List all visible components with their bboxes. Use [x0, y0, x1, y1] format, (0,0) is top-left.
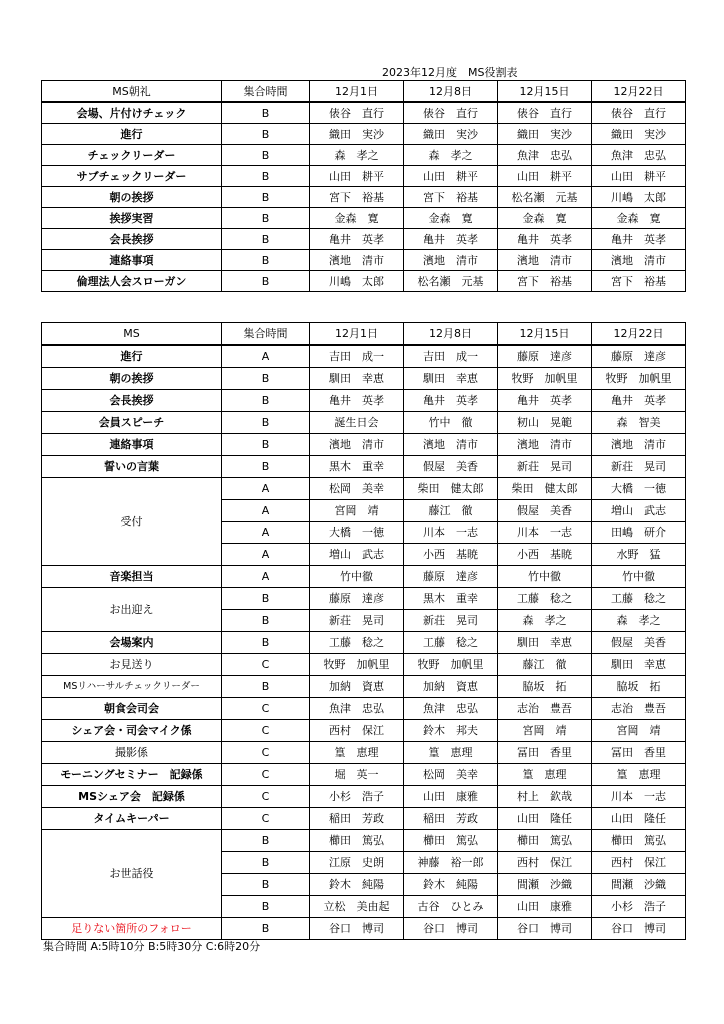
table-row	[42, 187, 686, 208]
assignee-cell: 森 孝之	[498, 610, 592, 632]
role-cell: お世話役	[42, 830, 222, 918]
meeting-time-cell: B	[222, 874, 310, 896]
assignee-cell: 俵谷 直行	[592, 102, 686, 124]
assignee-cell: 村上 欽哉	[498, 786, 592, 808]
table-row	[42, 434, 686, 456]
assignee-cell: 亀井 英孝	[310, 229, 404, 250]
assignee-cell: 濱地 清市	[404, 434, 498, 456]
role-cell: 音楽担当	[42, 566, 222, 588]
role-cell: シェア会・司会マイク係	[42, 720, 222, 742]
assignee-cell: 織田 実沙	[498, 124, 592, 145]
assignee-cell: 川嶋 太郎	[310, 271, 404, 292]
assignee-cell: 假屋 美香	[592, 632, 686, 654]
assignee-cell: 濱地 清市	[498, 250, 592, 271]
table-row	[42, 764, 686, 786]
assignee-cell: 山田 耕平	[592, 166, 686, 187]
table-row	[42, 720, 686, 742]
assignee-cell: 吉田 成一	[310, 345, 404, 368]
assignee-cell: 亀井 英孝	[404, 229, 498, 250]
role-cell: チェックリーダー	[42, 145, 222, 166]
assignee-cell: 山田 隆任	[498, 808, 592, 830]
table-row	[42, 166, 686, 187]
meeting-time-cell: C	[222, 764, 310, 786]
assignee-cell: 藤原 達彦	[310, 588, 404, 610]
assignee-cell: 田嶋 研介	[592, 522, 686, 544]
meeting-time-cell: A	[222, 522, 310, 544]
meeting-time-cell: B	[222, 124, 310, 145]
table-row	[42, 345, 686, 368]
meeting-time-cell: A	[222, 478, 310, 500]
assignee-cell: 藤原 達彦	[404, 566, 498, 588]
assignee-cell: 稲田 芳政	[404, 808, 498, 830]
ms-morning-table	[41, 80, 686, 292]
assignee-cell: 大橋 一徳	[310, 522, 404, 544]
meeting-time-cell: B	[222, 918, 310, 940]
table-row	[42, 208, 686, 229]
assignee-cell: 山田 耕平	[310, 166, 404, 187]
assignee-cell: 櫛田 篤弘	[498, 830, 592, 852]
assignee-cell: 牧野 加帆里	[310, 654, 404, 676]
assignee-cell: 新荘 晃司	[592, 456, 686, 478]
assignee-cell: 川本 一志	[498, 522, 592, 544]
assignee-cell: 松岡 美幸	[404, 764, 498, 786]
role-cell: モーニングセミナー 記録係	[42, 764, 222, 786]
column-header: MS	[42, 323, 222, 346]
assignee-cell: 谷口 博司	[310, 918, 404, 940]
assignee-cell: 脇坂 拓	[592, 676, 686, 698]
role-cell: 進行	[42, 345, 222, 368]
meeting-time-cell: C	[222, 654, 310, 676]
assignee-cell: 竹中徹	[498, 566, 592, 588]
meeting-time-cell: C	[222, 808, 310, 830]
assignee-cell: 古谷 ひとみ	[404, 896, 498, 918]
assignee-cell: 黒木 重幸	[404, 588, 498, 610]
table-row	[42, 808, 686, 830]
assignee-cell: 金森 寛	[592, 208, 686, 229]
assignee-cell: 工藤 稔之	[310, 632, 404, 654]
assignee-cell: 濱地 清市	[404, 250, 498, 271]
meeting-time-cell: B	[222, 676, 310, 698]
meeting-time-cell: A	[222, 566, 310, 588]
assignee-cell: 立松 美由起	[310, 896, 404, 918]
assignee-cell: 假屋 美香	[498, 500, 592, 522]
meeting-time-cell: A	[222, 500, 310, 522]
role-cell: 連絡事項	[42, 250, 222, 271]
assignee-cell: 柴田 健太郎	[498, 478, 592, 500]
meeting-time-cell: B	[222, 250, 310, 271]
table-row	[42, 588, 686, 610]
assignee-cell: 藤江 徹	[498, 654, 592, 676]
assignee-cell: 新荘 晃司	[310, 610, 404, 632]
table-row	[42, 368, 686, 390]
assignee-cell: 谷口 博司	[498, 918, 592, 940]
table-row	[42, 566, 686, 588]
meeting-time-cell: B	[222, 208, 310, 229]
assignee-cell: 濱地 清市	[310, 250, 404, 271]
role-cell: 倫理法人会スローガン	[42, 271, 222, 292]
meeting-time-cell: C	[222, 698, 310, 720]
meeting-time-cell: B	[222, 588, 310, 610]
assignee-cell: 谷口 博司	[404, 918, 498, 940]
role-cell: タイムキーパー	[42, 808, 222, 830]
assignee-cell: 亀井 英孝	[404, 390, 498, 412]
assignee-cell: 小西 基暁	[498, 544, 592, 566]
assignee-cell: 亀井 英孝	[592, 229, 686, 250]
meeting-time-cell: B	[222, 102, 310, 124]
role-cell: 会員スピーチ	[42, 412, 222, 434]
assignee-cell: 山田 耕平	[498, 166, 592, 187]
role-cell: 朝の挨拶	[42, 187, 222, 208]
assignee-cell: 織田 実沙	[404, 124, 498, 145]
assignee-cell: 俵谷 直行	[310, 102, 404, 124]
role-cell: 進行	[42, 124, 222, 145]
assignee-cell: 松名瀬 元基	[404, 271, 498, 292]
assignee-cell: 山田 耕平	[404, 166, 498, 187]
meeting-time-cell: B	[222, 830, 310, 852]
assignee-cell: 森 孝之	[592, 610, 686, 632]
meeting-time-cell: B	[222, 390, 310, 412]
role-cell: 挨拶実習	[42, 208, 222, 229]
assignee-cell: 宮岡 靖	[592, 720, 686, 742]
assignee-cell: 新荘 晃司	[404, 610, 498, 632]
role-cell: 朝の挨拶	[42, 368, 222, 390]
column-header: 12月22日	[592, 81, 686, 103]
assignee-cell: 松岡 美幸	[310, 478, 404, 500]
meeting-time-cell: B	[222, 434, 310, 456]
meeting-time-cell: B	[222, 610, 310, 632]
assignee-cell: 牧野 加帆里	[592, 368, 686, 390]
assignee-cell: 増山 武志	[310, 544, 404, 566]
assignee-cell: 宮下 裕基	[592, 271, 686, 292]
assignee-cell: 櫛田 篤弘	[404, 830, 498, 852]
assignee-cell: 工藤 稔之	[404, 632, 498, 654]
assignee-cell: 川嶋 太郎	[592, 187, 686, 208]
assignee-cell: 牧野 加帆里	[404, 654, 498, 676]
table-row	[42, 250, 686, 271]
column-header: 12月15日	[498, 323, 592, 346]
ms-roles-table	[41, 322, 686, 940]
assignee-cell: 魚津 忠弘	[310, 698, 404, 720]
meeting-time-cell: A	[222, 544, 310, 566]
role-cell: お出迎え	[42, 588, 222, 632]
assignee-cell: 籾山 晃範	[498, 412, 592, 434]
role-cell: 足りない箇所のフォロー	[42, 918, 222, 940]
assignee-cell: 竹中徹	[592, 566, 686, 588]
assignee-cell: 脇坂 拓	[498, 676, 592, 698]
meeting-time-cell: A	[222, 345, 310, 368]
assignee-cell: 亀井 英孝	[310, 390, 404, 412]
meeting-time-cell: B	[222, 896, 310, 918]
assignee-cell: 工藤 稔之	[592, 588, 686, 610]
assignee-cell: 濱地 清市	[310, 434, 404, 456]
assignee-cell: 江原 史朗	[310, 852, 404, 874]
assignee-cell: 宮下 裕基	[404, 187, 498, 208]
meeting-time-cell: B	[222, 166, 310, 187]
role-cell: 受付	[42, 478, 222, 566]
assignee-cell: 濱地 清市	[592, 250, 686, 271]
meeting-time-cell: B	[222, 368, 310, 390]
assignee-cell: 冨田 香里	[498, 742, 592, 764]
assignee-cell: 魚津 忠弘	[498, 145, 592, 166]
assignee-cell: 宮岡 靖	[310, 500, 404, 522]
role-cell: MSシェア会 記録係	[42, 786, 222, 808]
assignee-cell: 森 孝之	[310, 145, 404, 166]
assignee-cell: 宮下 裕基	[498, 271, 592, 292]
assignee-cell: 小杉 浩子	[310, 786, 404, 808]
meeting-time-cell: C	[222, 786, 310, 808]
assignee-cell: 誕生日会	[310, 412, 404, 434]
assignee-cell: 山田 康雅	[404, 786, 498, 808]
assignee-cell: 山田 隆任	[592, 808, 686, 830]
assignee-cell: 篁 恵理	[404, 742, 498, 764]
assignee-cell: 間瀬 沙織	[498, 874, 592, 896]
assignee-cell: 濱地 清市	[498, 434, 592, 456]
header-row	[42, 323, 686, 346]
table-row	[42, 654, 686, 676]
role-cell: 会場案内	[42, 632, 222, 654]
assignee-cell: 魚津 忠弘	[592, 145, 686, 166]
meeting-time-cell: B	[222, 229, 310, 250]
assignee-cell: 水野 猛	[592, 544, 686, 566]
assignee-cell: 馴田 幸恵	[404, 368, 498, 390]
meeting-time-cell: B	[222, 271, 310, 292]
meeting-time-cell: C	[222, 720, 310, 742]
assignee-cell: 櫛田 篤弘	[592, 830, 686, 852]
table-row	[42, 102, 686, 124]
assignee-cell: 西村 保江	[498, 852, 592, 874]
column-header: 12月8日	[404, 323, 498, 346]
table-row	[42, 830, 686, 852]
assignee-cell: 冨田 香里	[592, 742, 686, 764]
assignee-cell: 鈴木 邦夫	[404, 720, 498, 742]
assignee-cell: 宮岡 靖	[498, 720, 592, 742]
page-title: 2023年12月度 MS役割表	[382, 66, 518, 79]
header-row	[42, 81, 686, 103]
assignee-cell: 篁 恵理	[592, 764, 686, 786]
assignee-cell: 金森 寛	[310, 208, 404, 229]
assignee-cell: 神藤 裕一郎	[404, 852, 498, 874]
table-row	[42, 478, 686, 500]
table-row	[42, 390, 686, 412]
column-header: 12月22日	[592, 323, 686, 346]
assignee-cell: 堀 英一	[310, 764, 404, 786]
assignee-cell: 加納 資恵	[404, 676, 498, 698]
table-row	[42, 918, 686, 940]
column-header: 12月1日	[310, 81, 404, 103]
role-cell: 連絡事項	[42, 434, 222, 456]
assignee-cell: 西村 保江	[592, 852, 686, 874]
assignee-cell: 谷口 博司	[592, 918, 686, 940]
column-header: 集合時間	[222, 81, 310, 103]
column-header: 集合時間	[222, 323, 310, 346]
assignee-cell: 森 智美	[592, 412, 686, 434]
assignee-cell: 金森 寛	[404, 208, 498, 229]
assignee-cell: 篁 恵理	[498, 764, 592, 786]
assignee-cell: 森 孝之	[404, 145, 498, 166]
table-row	[42, 786, 686, 808]
assignee-cell: 松名瀬 元基	[498, 187, 592, 208]
table-row	[42, 145, 686, 166]
table-row	[42, 456, 686, 478]
role-cell: 朝食会司会	[42, 698, 222, 720]
assignee-cell: 馴田 幸恵	[498, 632, 592, 654]
assignee-cell: 藤江 徹	[404, 500, 498, 522]
assignee-cell: 志治 豊吾	[498, 698, 592, 720]
assignee-cell: 西村 保江	[310, 720, 404, 742]
assignee-cell: 織田 実沙	[310, 124, 404, 145]
assignee-cell: 鈴木 純陽	[404, 874, 498, 896]
assignee-cell: 亀井 英孝	[592, 390, 686, 412]
assignee-cell: 織田 実沙	[592, 124, 686, 145]
table-row	[42, 124, 686, 145]
assignee-cell: 山田 康雅	[498, 896, 592, 918]
assignee-cell: 魚津 忠弘	[404, 698, 498, 720]
assignee-cell: 櫛田 篤弘	[310, 830, 404, 852]
assignee-cell: 俵谷 直行	[498, 102, 592, 124]
assignee-cell: 新荘 晃司	[498, 456, 592, 478]
assignee-cell: 亀井 英孝	[498, 390, 592, 412]
column-header: MS朝礼	[42, 81, 222, 103]
table-row	[42, 271, 686, 292]
assignee-cell: 小杉 浩子	[592, 896, 686, 918]
role-cell: 誓いの言葉	[42, 456, 222, 478]
role-cell: 会長挨拶	[42, 229, 222, 250]
assignee-cell: 金森 寛	[498, 208, 592, 229]
role-cell: 撮影係	[42, 742, 222, 764]
assignee-cell: 馴田 幸恵	[592, 654, 686, 676]
assignee-cell: 竹中 徹	[404, 412, 498, 434]
assignee-cell: 川本 一志	[404, 522, 498, 544]
role-cell: 会場、片付けチェック	[42, 102, 222, 124]
role-cell: 会長挨拶	[42, 390, 222, 412]
meeting-time-cell: B	[222, 187, 310, 208]
assignee-cell: 篁 恵理	[310, 742, 404, 764]
assignee-cell: 牧野 加帆里	[498, 368, 592, 390]
assignee-cell: 藤原 達彦	[592, 345, 686, 368]
assignee-cell: 馴田 幸恵	[310, 368, 404, 390]
table-row	[42, 412, 686, 434]
meeting-time-cell: B	[222, 632, 310, 654]
assignee-cell: 竹中徹	[310, 566, 404, 588]
meeting-time-cell: B	[222, 145, 310, 166]
table-row	[42, 742, 686, 764]
assignee-cell: 工藤 稔之	[498, 588, 592, 610]
meeting-time-cell: B	[222, 412, 310, 434]
role-cell: MSリハーサルチェックリーダー	[42, 676, 222, 698]
column-header: 12月1日	[310, 323, 404, 346]
table-row	[42, 698, 686, 720]
assignee-cell: 稲田 芳政	[310, 808, 404, 830]
assignee-cell: 間瀬 沙織	[592, 874, 686, 896]
assignee-cell: 藤原 達彦	[498, 345, 592, 368]
assignee-cell: 鈴木 純陽	[310, 874, 404, 896]
meeting-time-cell: B	[222, 852, 310, 874]
column-header: 12月8日	[404, 81, 498, 103]
table-row	[42, 676, 686, 698]
assignee-cell: 志治 豊吾	[592, 698, 686, 720]
assignee-cell: 川本 一志	[592, 786, 686, 808]
meeting-time-cell: B	[222, 456, 310, 478]
assignee-cell: 亀井 英孝	[498, 229, 592, 250]
meeting-time-legend: 集合時間 A:5時10分 B:5時30分 C:6時20分	[43, 940, 261, 953]
assignee-cell: 俵谷 直行	[404, 102, 498, 124]
assignee-cell: 宮下 裕基	[310, 187, 404, 208]
role-cell: サブチェックリーダー	[42, 166, 222, 187]
assignee-cell: 加納 資恵	[310, 676, 404, 698]
assignee-cell: 大橋 一徳	[592, 478, 686, 500]
assignee-cell: 濱地 清市	[592, 434, 686, 456]
meeting-time-cell: C	[222, 742, 310, 764]
role-cell: お見送り	[42, 654, 222, 676]
assignee-cell: 柴田 健太郎	[404, 478, 498, 500]
table-row	[42, 229, 686, 250]
column-header: 12月15日	[498, 81, 592, 103]
assignee-cell: 吉田 成一	[404, 345, 498, 368]
assignee-cell: 小西 基暁	[404, 544, 498, 566]
table-row	[42, 632, 686, 654]
assignee-cell: 假屋 美香	[404, 456, 498, 478]
assignee-cell: 増山 武志	[592, 500, 686, 522]
assignee-cell: 黒木 重幸	[310, 456, 404, 478]
